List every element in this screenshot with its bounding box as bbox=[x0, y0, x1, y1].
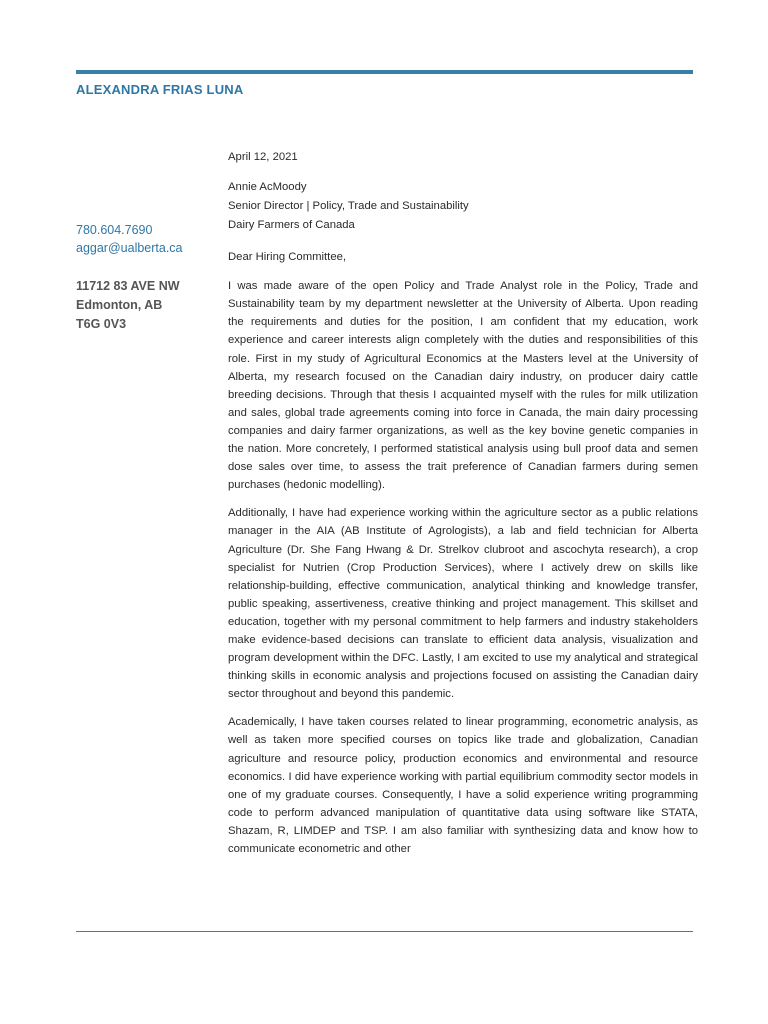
paragraph-3: Academically, I have taken courses related to linear programming, econometric analysis, as well as taken more specified courses on topics like trade and globalization, Canadian agriculture and resource policy, production economics and environmental and resource economics. I did have experience working with partial equilibrium commodity sector models in one of my graduate courses. Consequently, I have a solid experience writing programming code to perform advanced manipulation of quantitative data using software like STATA, Shazam, R, LIMDEP and TSP. I am also familiar with synthesizing data and know how to communicate econometric and other bbox=[228, 716, 698, 855]
paragraph-2: Additionally, I have had experience working within the agriculture sector as a public relations manager in the AIA (AB Institute of Agrologists), a lab and field technician for Alberta Agriculture (Dr. She Fang Hwang & Dr. Strelkov clubroot and ascochyta research), a crop specialist for Nutrien (Crop Production Services), where I actively drew on skills like relationship-building, effective communication, analytical thinking and knowledge transfer, public speaking, assertiveness, creative thinking and project management. This skillset and education, together with my personal commitment to help farmers and industry stakeholders make evidence-based decisions can translate to efficient data analysis, visualization and program development within the DFC. Lastly, I am excited to use my analytical and strategical thinking skills in economic analysis and projections focused on assisting the Canadian dairy sector throughout and beyond this pandemic. bbox=[228, 507, 698, 701]
address-street: 11712 83 AVE NW bbox=[76, 279, 180, 293]
address-city: Edmonton, AB bbox=[76, 298, 163, 312]
recipient-title: Senior Director | Policy, Trade and Sustainability bbox=[228, 200, 469, 213]
recipient-organization: Dairy Farmers of Canada bbox=[228, 219, 355, 232]
salutation: Dear Hiring Committee, bbox=[228, 251, 347, 264]
footer-rule bbox=[76, 931, 693, 932]
email-address: aggar@ualberta.ca bbox=[76, 241, 183, 255]
contact-block bbox=[76, 221, 183, 257]
letter-date: April 12, 2021 bbox=[228, 151, 298, 163]
address-postal: T6G 0V3 bbox=[76, 317, 127, 331]
phone-number: 780.604.7690 bbox=[76, 223, 153, 237]
recipient-name: Annie AcMoody bbox=[228, 181, 307, 194]
address-block bbox=[76, 277, 180, 334]
letter-body bbox=[228, 148, 698, 868]
recipient-block bbox=[228, 178, 698, 235]
paragraph-1: I was made aware of the open Policy and Trade Analyst role in the Policy, Trade and Sustainability team by my department newsletter at the University of Alberta. Upon reading the requirements and duties for the position, I am confident that my education, work experience and career interests align completely with the duties and responsibilities of this role. First in my study of Agricultural Economics at the Masters level at the University of Alberta, my research focused on the Canadian dairy industry, on producer dairy cattle breeding decisions. Through that thesis I acquainted myself with the rules for milk utilization and sales, global trade agreements coming into force in Canada, the main dairy processing companies and dairy farmer organizations, as well as the key bovine genetic companies in the nation. More concretely, I performed statistical analysis using bull proof data and semen dose sales over time, to assess the trait preference of Canadian farmers during semen purchases (hedonic modelling). bbox=[228, 280, 698, 492]
header-rule bbox=[76, 70, 693, 74]
applicant-name: ALEXANDRA FRIAS LUNA bbox=[76, 82, 244, 97]
